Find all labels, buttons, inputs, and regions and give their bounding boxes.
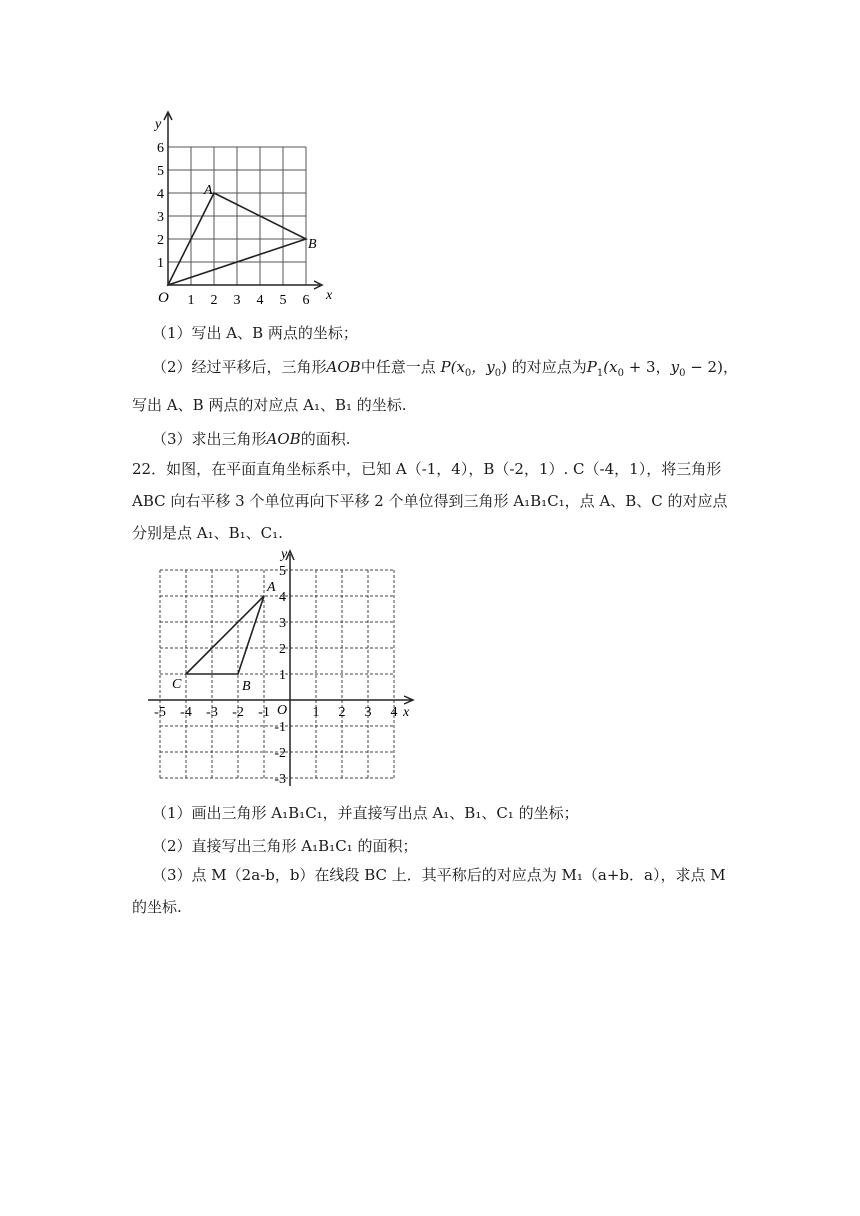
svg-text:5: 5 [279, 293, 287, 308]
y-axis-label: y [155, 117, 162, 132]
point-a-label: A [267, 580, 276, 595]
svg-text:2: 2 [210, 293, 218, 308]
svg-text:3: 3 [157, 210, 164, 225]
svg-text:-1: -1 [274, 720, 286, 735]
svg-text:6: 6 [157, 141, 164, 156]
q21-part2-line1: （2）经过平移后，三角形AOB中任意一点 $P(x_0$，$y_0$) 的对应点为$P_1(x_0 + 3$，$y_0 - 2$)， [152, 358, 738, 379]
q22-line1: 22．如图，在平面直角坐标系中，已知 A（-1，4），B（-2，1）. C（-4，1），将三角形 [132, 460, 722, 478]
svg-text:1: 1 [157, 256, 164, 271]
q22-line2: ABC 向右平移 3 个单位再向下平移 2 个单位得到三角形 A₁B₁C₁，点 A、B、C 的对应点 [132, 492, 728, 510]
q22-part2: （2）直接写出三角形 A₁B₁C₁ 的面积； [152, 837, 418, 855]
q21-part2-line2: 写出 A、B 两点的对应点 A₁、B₁ 的坐标. [132, 396, 407, 414]
svg-text:4: 4 [256, 293, 264, 308]
svg-text:2: 2 [157, 233, 164, 248]
origin-label: O [277, 703, 288, 718]
svg-text:4: 4 [390, 705, 398, 720]
figure-1-coordinate-grid [140, 108, 340, 308]
svg-text:-1: -1 [258, 705, 270, 720]
triangle-abc [186, 596, 264, 674]
svg-text:5: 5 [157, 164, 164, 179]
svg-text:5: 5 [279, 564, 286, 579]
svg-text:4: 4 [279, 590, 286, 605]
y-axis-label: y [281, 547, 288, 562]
origin-label: O [158, 290, 169, 306]
q21-part3: （3）求出三角形AOB的面积. [152, 430, 351, 448]
svg-text:-2: -2 [274, 746, 286, 761]
svg-text:4: 4 [157, 187, 164, 202]
svg-text:1: 1 [279, 668, 286, 683]
x-axis-label: x [403, 705, 410, 720]
svg-text:-5: -5 [154, 705, 166, 720]
point-b-label: B [308, 237, 317, 252]
q22-part1: （1）画出三角形 A₁B₁C₁，并直接写出点 A₁、B₁、C₁ 的坐标； [152, 804, 579, 822]
q22-line3: 分别是点 A₁、B₁、C₁. [132, 524, 283, 542]
svg-text:-3: -3 [274, 772, 286, 787]
svg-text:-3: -3 [206, 705, 218, 720]
svg-text:6: 6 [302, 293, 310, 308]
svg-text:1: 1 [312, 705, 320, 720]
x-axis-label: x [326, 288, 333, 303]
svg-text:3: 3 [364, 705, 372, 720]
svg-text:-4: -4 [180, 705, 192, 720]
svg-text:1: 1 [187, 293, 195, 308]
svg-text:3: 3 [279, 616, 286, 631]
point-a-label: A [204, 183, 213, 198]
svg-text:2: 2 [338, 705, 346, 720]
point-c-label: C [172, 677, 182, 692]
figure-2-coordinate-grid [140, 540, 430, 790]
svg-text:3: 3 [233, 293, 241, 308]
q22-part3-line2: 的坐标. [132, 898, 182, 916]
svg-text:-2: -2 [232, 705, 244, 720]
svg-text:2: 2 [279, 642, 286, 657]
q22-part3-line1: （3）点 M（2a-b，b）在线段 BC 上．其平称后的对应点为 M₁（a+b．a），求点 M [152, 866, 726, 884]
point-b-label: B [242, 679, 251, 694]
q21-part1: （1）写出 A、B 两点的坐标； [152, 324, 358, 342]
